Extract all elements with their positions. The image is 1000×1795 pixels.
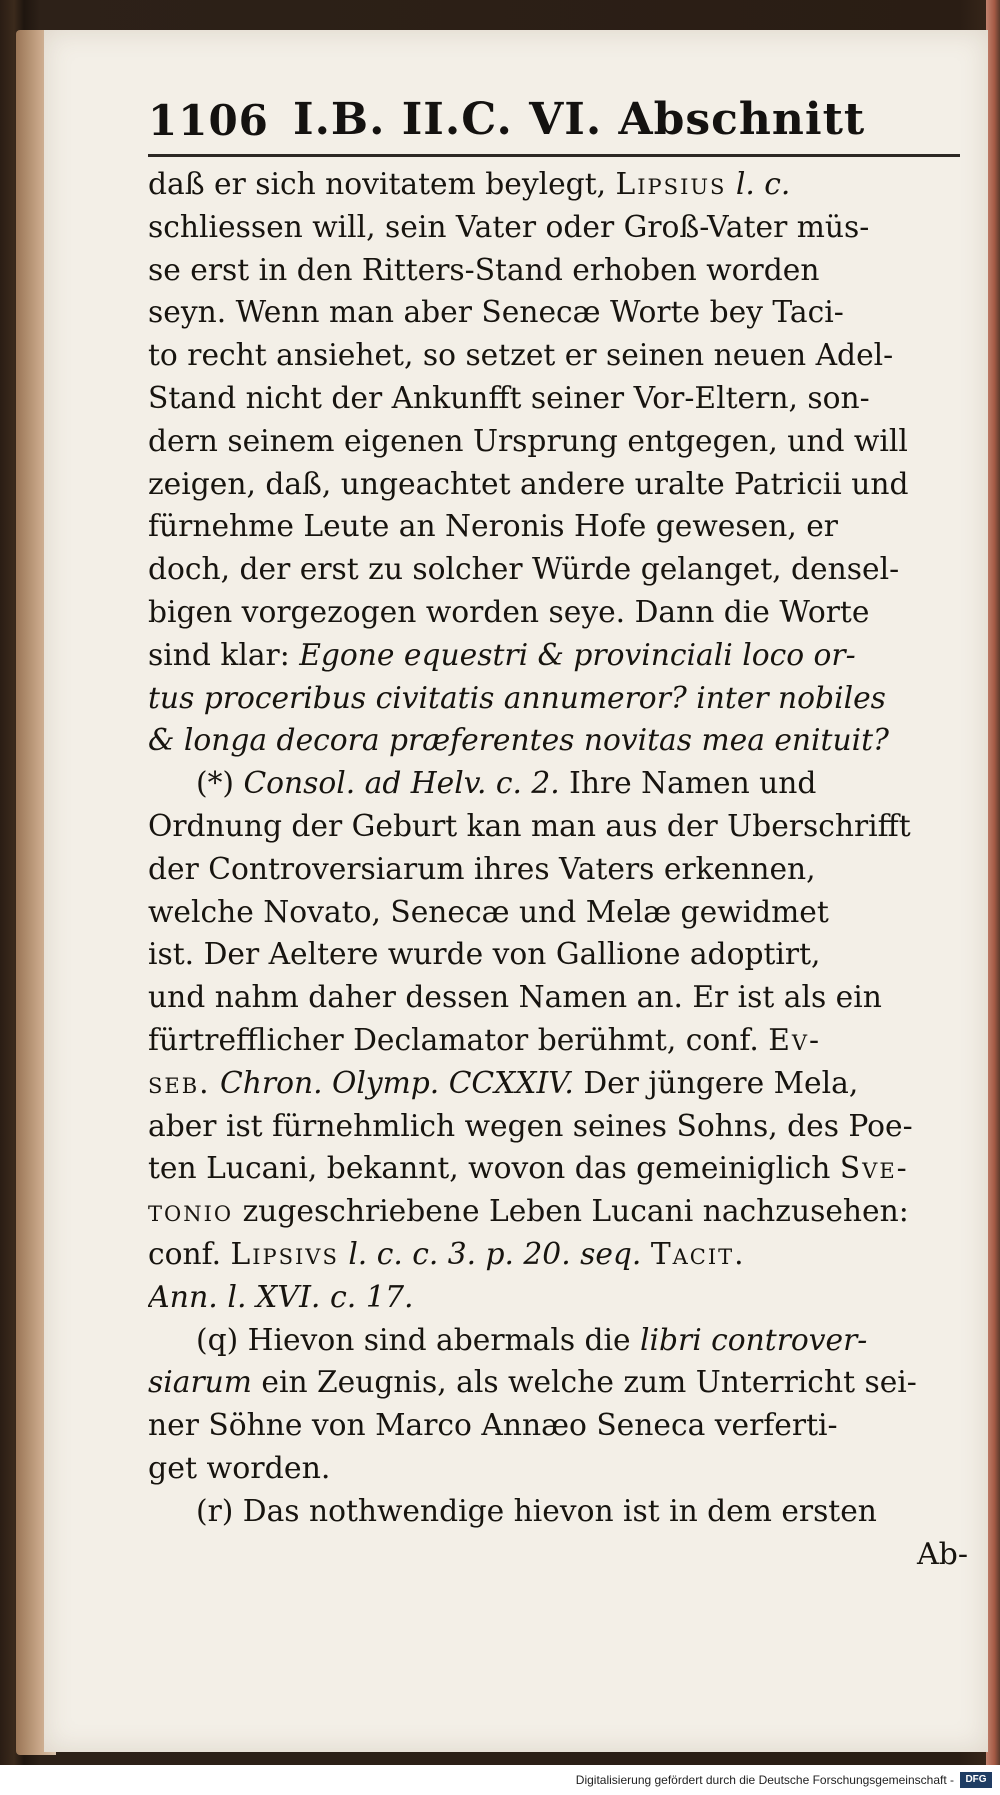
text-line bbox=[148, 292, 968, 335]
text-line bbox=[148, 763, 968, 806]
text-line bbox=[148, 1534, 968, 1577]
text-line bbox=[148, 635, 968, 678]
text-segment: tonio bbox=[148, 1194, 234, 1230]
digitization-footer bbox=[0, 1765, 1000, 1795]
text-segment: welche Novato, Senecæ und Melæ gewidmet bbox=[148, 894, 829, 930]
text-segment: (q) Hievon sind abermals die bbox=[196, 1322, 641, 1358]
text-segment: l. c. c. 3. p. 20. seq. bbox=[348, 1236, 642, 1272]
text-line bbox=[148, 1491, 968, 1534]
text-line bbox=[148, 720, 968, 763]
text-segment: to recht ansiehet, so setzet er seinen neuen Adel- bbox=[148, 338, 894, 374]
text-segment: Sve- bbox=[839, 1151, 909, 1187]
header-rule bbox=[148, 154, 960, 157]
text-line bbox=[148, 549, 968, 592]
text-segment: fürtrefflicher Declamator berühmt, conf. bbox=[148, 1022, 769, 1058]
text-line bbox=[148, 1448, 968, 1491]
text-segment: ist. Der Aeltere wurde von Gallione adoptirt, bbox=[148, 937, 821, 973]
text-line bbox=[148, 592, 968, 635]
text-line bbox=[148, 934, 968, 977]
text-line bbox=[148, 1020, 968, 1063]
footer-credit: Digitalisierung gefördert durch die Deutsche Forschungsgemeinschaft - bbox=[575, 1773, 954, 1787]
text-segment: Stand nicht der Ankunfft seiner Vor-Eltern, son- bbox=[148, 380, 870, 416]
text-line bbox=[148, 1063, 968, 1106]
page-header bbox=[148, 86, 958, 152]
text-segment: daß er sich novitatem beylegt, bbox=[148, 167, 616, 202]
text-segment: ein Zeugnis, als welche zum Unterricht sei- bbox=[251, 1365, 917, 1401]
text-segment: zeigen, daß, ungeachtet andere uralte Patricii und bbox=[148, 466, 909, 502]
text-line bbox=[148, 1148, 968, 1191]
text-segment: doch, der erst zu solcher Würde gelanget, densel- bbox=[148, 552, 900, 588]
text-line bbox=[148, 464, 968, 507]
text-segment bbox=[211, 1066, 220, 1101]
text-line bbox=[148, 1362, 968, 1405]
text-segment bbox=[641, 1237, 650, 1272]
text-segment: Ihre Namen und bbox=[559, 766, 817, 802]
text-line bbox=[148, 335, 968, 378]
text-line bbox=[148, 1320, 968, 1363]
text-line bbox=[148, 892, 968, 935]
page-number: 1106 bbox=[148, 96, 269, 145]
text-line bbox=[148, 164, 968, 207]
text-line bbox=[148, 1405, 968, 1448]
text-segment: Lipsius bbox=[615, 167, 727, 202]
text-segment: Egone equestri & provinciali loco or- bbox=[299, 637, 856, 673]
text-segment: Ev- bbox=[768, 1022, 822, 1058]
text-segment: ten Lucani, bekannt, wovon das gemeiniglich bbox=[148, 1151, 840, 1187]
text-segment: seb. bbox=[148, 1065, 211, 1101]
text-segment: tus proceribus civitatis annumeror? inter nobiles bbox=[148, 680, 886, 716]
text-segment: der Controversiarum ihres Vaters erkennen, bbox=[148, 851, 816, 887]
book-cover-edge bbox=[986, 0, 1000, 1765]
text-segment: libri controver- bbox=[640, 1322, 868, 1358]
text-line bbox=[148, 378, 968, 421]
text-line bbox=[148, 1191, 968, 1234]
text-segment: conf. bbox=[148, 1236, 231, 1272]
text-segment: siarum bbox=[148, 1365, 252, 1401]
text-line bbox=[148, 207, 968, 250]
text-line bbox=[148, 506, 968, 549]
text-segment: Lipsivs bbox=[230, 1236, 339, 1272]
text-segment: ner Söhne von Marco Annæo Seneca verferti- bbox=[148, 1408, 838, 1444]
text-segment: (*) bbox=[196, 766, 244, 802]
text-line bbox=[148, 250, 968, 293]
text-line bbox=[148, 421, 968, 464]
text-segment: aber ist fürnehmlich wegen seines Sohns, des Poe- bbox=[148, 1108, 913, 1144]
text-segment: Ab- bbox=[916, 1536, 968, 1572]
text-segment: se erst in den Ritters-Stand erhoben worden bbox=[148, 252, 820, 288]
text-segment bbox=[339, 1237, 348, 1272]
text-segment: schliessen will, sein Vater oder Groß-Vater müs- bbox=[148, 209, 870, 245]
text-line bbox=[148, 1234, 968, 1277]
text-line bbox=[148, 806, 968, 849]
text-segment: zugeschriebene Leben Lucani nachzusehen: bbox=[233, 1194, 909, 1230]
text-segment: dern seinem eigenen Ursprung entgegen, und will bbox=[148, 423, 908, 459]
dfg-logo: DFG bbox=[960, 1772, 992, 1788]
text-segment: l. c. bbox=[726, 167, 791, 202]
text-segment: und nahm daher dessen Namen an. Er ist als ein bbox=[148, 980, 882, 1016]
running-head: I.B. II.C. VI. Abschnitt bbox=[293, 94, 866, 145]
text-segment: Tacit. bbox=[650, 1236, 746, 1272]
text-line bbox=[148, 849, 968, 892]
text-segment: Consol. ad Helv. c. 2. bbox=[243, 766, 560, 802]
text-segment: sind klar: bbox=[148, 637, 300, 673]
text-segment: bigen vorgezogen worden seye. Dann die Worte bbox=[148, 594, 870, 630]
text-segment: Ann. l. XVI. c. 17. bbox=[148, 1279, 414, 1315]
text-segment: Ordnung der Geburt kan man aus der Uberschrifft bbox=[148, 808, 911, 844]
text-segment: Der jüngere Mela, bbox=[573, 1065, 859, 1101]
text-line bbox=[148, 1277, 968, 1320]
text-segment: fürnehme Leute an Neronis Hofe gewesen, er bbox=[148, 509, 838, 545]
text-segment: (r) Das nothwendige hievon ist in dem ersten bbox=[196, 1493, 877, 1529]
text-segment: get worden. bbox=[148, 1450, 331, 1486]
text-segment: seyn. Wenn man aber Senecæ Worte bey Taci- bbox=[148, 295, 844, 331]
text-line bbox=[148, 1106, 968, 1149]
text-segment: Chron. Olymp. CCXXIV. bbox=[220, 1065, 574, 1101]
page-body-text bbox=[148, 164, 968, 1576]
text-line bbox=[148, 678, 968, 721]
text-segment: & longa decora præferentes novitas mea enituit? bbox=[148, 723, 889, 759]
text-line bbox=[148, 977, 968, 1020]
